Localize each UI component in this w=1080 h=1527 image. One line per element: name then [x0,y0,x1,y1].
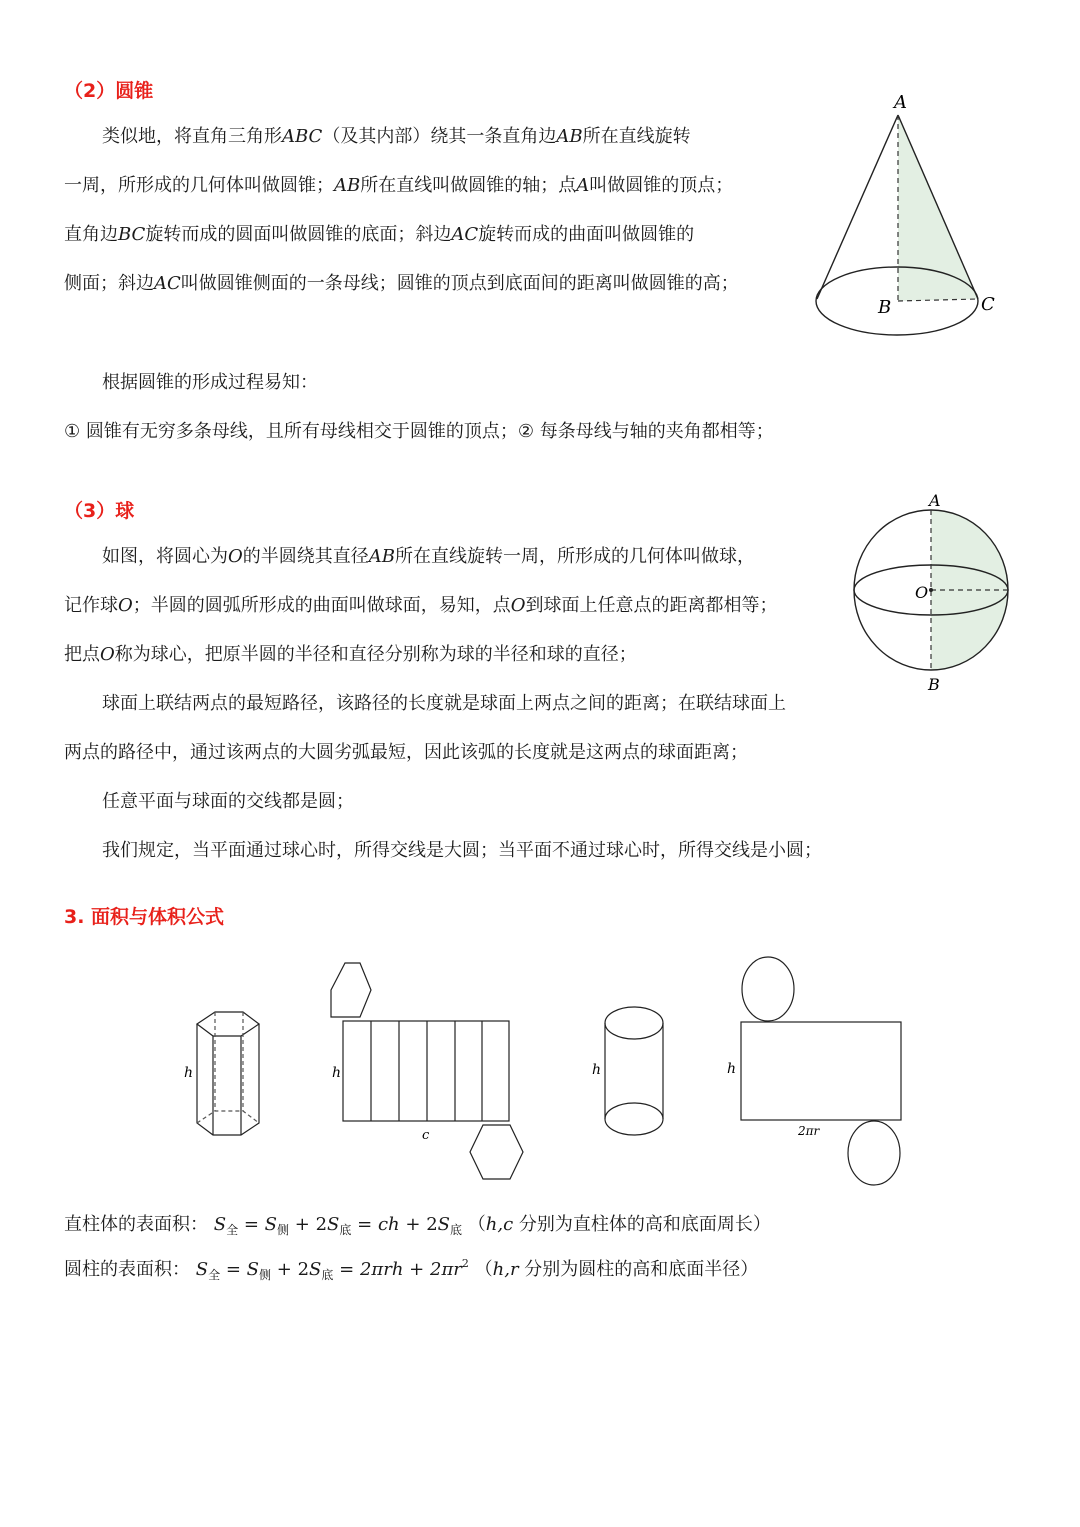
cone-note-line: ① 圆锥有无穷多条母线，且所有母线相交于圆锥的顶点；② 每条母线与轴的夹角都相等； [64,421,774,442]
prism-label-h: h [184,1065,194,1081]
cone-base-ellipse [816,267,978,335]
sphere-para2-line1: 球面上联结两点的最短路径，该路径的长度就是球面上两点之间的距离；在联结球面上 [102,693,786,714]
net-label-c: c [422,1128,430,1143]
hex-prism [197,1012,259,1135]
sphere-label-o: O [915,583,929,602]
cone-line-4: 侧面；斜边AC叫做圆锥侧面的一条母线；圆锥的顶点到底面间的距离叫做圆锥的高； [64,273,739,294]
cylinder-net-label-h: h [727,1061,737,1077]
cylinder [605,1007,663,1135]
prism-net [331,963,523,1179]
net-label-h: h [332,1065,342,1081]
formulas-heading: 3. 面积与体积公式 [64,906,225,928]
sphere-para2-line2: 两点的路径中，通过该两点的大圆劣弧最短，因此该弧的长度就是这两点的球面距离； [64,742,748,763]
sphere-para4: 我们规定，当平面通过球心时，所得交线是大圆；当平面不通过球心时，所得交线是小圆； [102,840,822,861]
sphere-line-3: 把点O称为球心，把原半圆的半径和直径分别称为球的半径和球的直径； [64,644,637,665]
sphere-heading: （3）球 [64,500,135,522]
cone-label-b: B [878,297,892,318]
sphere-center-dot [929,588,933,592]
cylinder-net [741,957,901,1185]
sphere-line-2: 记作球O；半圆的圆弧所形成的曲面叫做球面，易知，点O到球面上任意点的距离都相等； [64,595,778,616]
cone-label-c: C [981,294,995,315]
prism-surface-formula: 直柱体的表面积： $S_全 = S_侧 + 2S_底$ = ch + $2S_底$ （h,c 分别为直柱体的高和底面周长） [64,1214,771,1237]
cone-line-2: 一周，所形成的几何体叫做圆锥；AB所在直线叫做圆锥的轴；点A叫做圆锥的顶点； [64,175,734,196]
solids-figure [170,955,920,1195]
sphere-line-1: 如图，将圆心为O的半圆绕其直径AB所在直线旋转一周，所形成的几何体叫做球， [102,546,755,567]
cylinder-surface-formula: 圆柱的表面积： $S_全 = S_侧 + 2S_底 = 2\pi rh + 2\pi r^2$ （h,r 分别为圆柱的高和底面半径） [64,1257,759,1282]
cone-note-intro: 根据圆锥的形成过程易知： [102,372,318,393]
sphere-para3: 任意平面与球面的交线都是圆； [102,791,354,812]
cone-figure [800,85,1010,345]
cone-line-3: 直角边BC旋转而成的圆面叫做圆锥的底面；斜边AC旋转而成的曲面叫做圆锥的 [64,224,695,245]
sphere-label-b: B [928,675,940,694]
cylinder-net-label-2pir: 2πr [798,1124,820,1138]
cone-heading: （2）圆锥 [64,80,154,102]
cylinder-label-h: h [592,1062,602,1078]
sphere-label-a: A [929,491,941,510]
sphere-figure [845,490,1020,700]
cone-label-a: A [894,92,907,113]
cone-line-1: 类似地，将直角三角形ABC（及其内部）绕其一条直角边AB所在直线旋转 [102,126,691,147]
